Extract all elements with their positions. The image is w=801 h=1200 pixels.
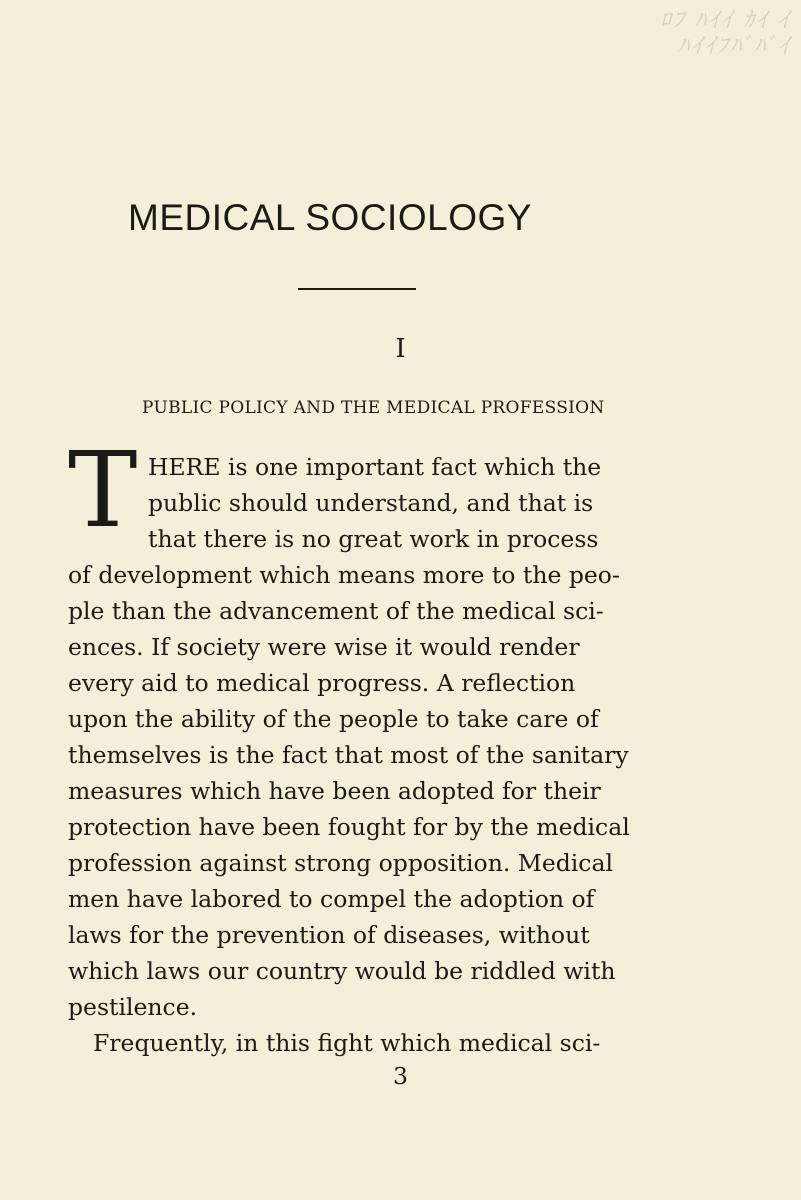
text-line: protection have been fought for by the medical	[68, 813, 630, 841]
title-rule	[298, 288, 416, 290]
text-line: themselves is the fact that most of the sanitary	[68, 741, 629, 769]
text-line: upon the ability of the people to take care of	[68, 705, 599, 733]
show-through-line: ﾛﾌ ﾊｲｲ ｶｲ ｲ	[660, 8, 791, 33]
text-line: pestilence.	[68, 993, 198, 1021]
chapter-title: PUBLIC POLICY AND THE MEDICAL PROFESSION	[142, 398, 605, 418]
text-line: profession against strong opposition. Medical	[68, 849, 613, 877]
text-line: laws for the prevention of diseases, without	[68, 921, 590, 949]
text-line: Frequently, in this fight which medical sci-	[93, 1029, 601, 1057]
text-line: measures which have been adopted for their	[68, 777, 601, 805]
text-line: HERE is one important fact which the	[148, 453, 602, 481]
text-line: every aid to medical progress. A reflection	[68, 669, 576, 697]
show-through-line: ﾊｲｲﾌﾊﾞﾊﾞｲ	[677, 34, 791, 59]
show-through-text	[660, 8, 791, 60]
text-line: which laws our country would be riddled with	[68, 957, 616, 985]
page-number: 3	[393, 1062, 408, 1090]
text-line: of development which means more to the peo-	[68, 561, 620, 589]
text-line: that there is no great work in process	[148, 525, 599, 553]
book-title: MEDICAL SOCIOLOGY	[128, 197, 532, 238]
text-line: public should understand, and that is	[148, 489, 594, 517]
drop-cap: T	[68, 429, 138, 551]
text-line: ences. If society were wise it would render	[68, 633, 580, 661]
chapter-number: I	[395, 334, 406, 364]
text-line: men have labored to compel the adoption of	[68, 885, 595, 913]
text-line: ple than the advancement of the medical sci-	[68, 597, 604, 625]
